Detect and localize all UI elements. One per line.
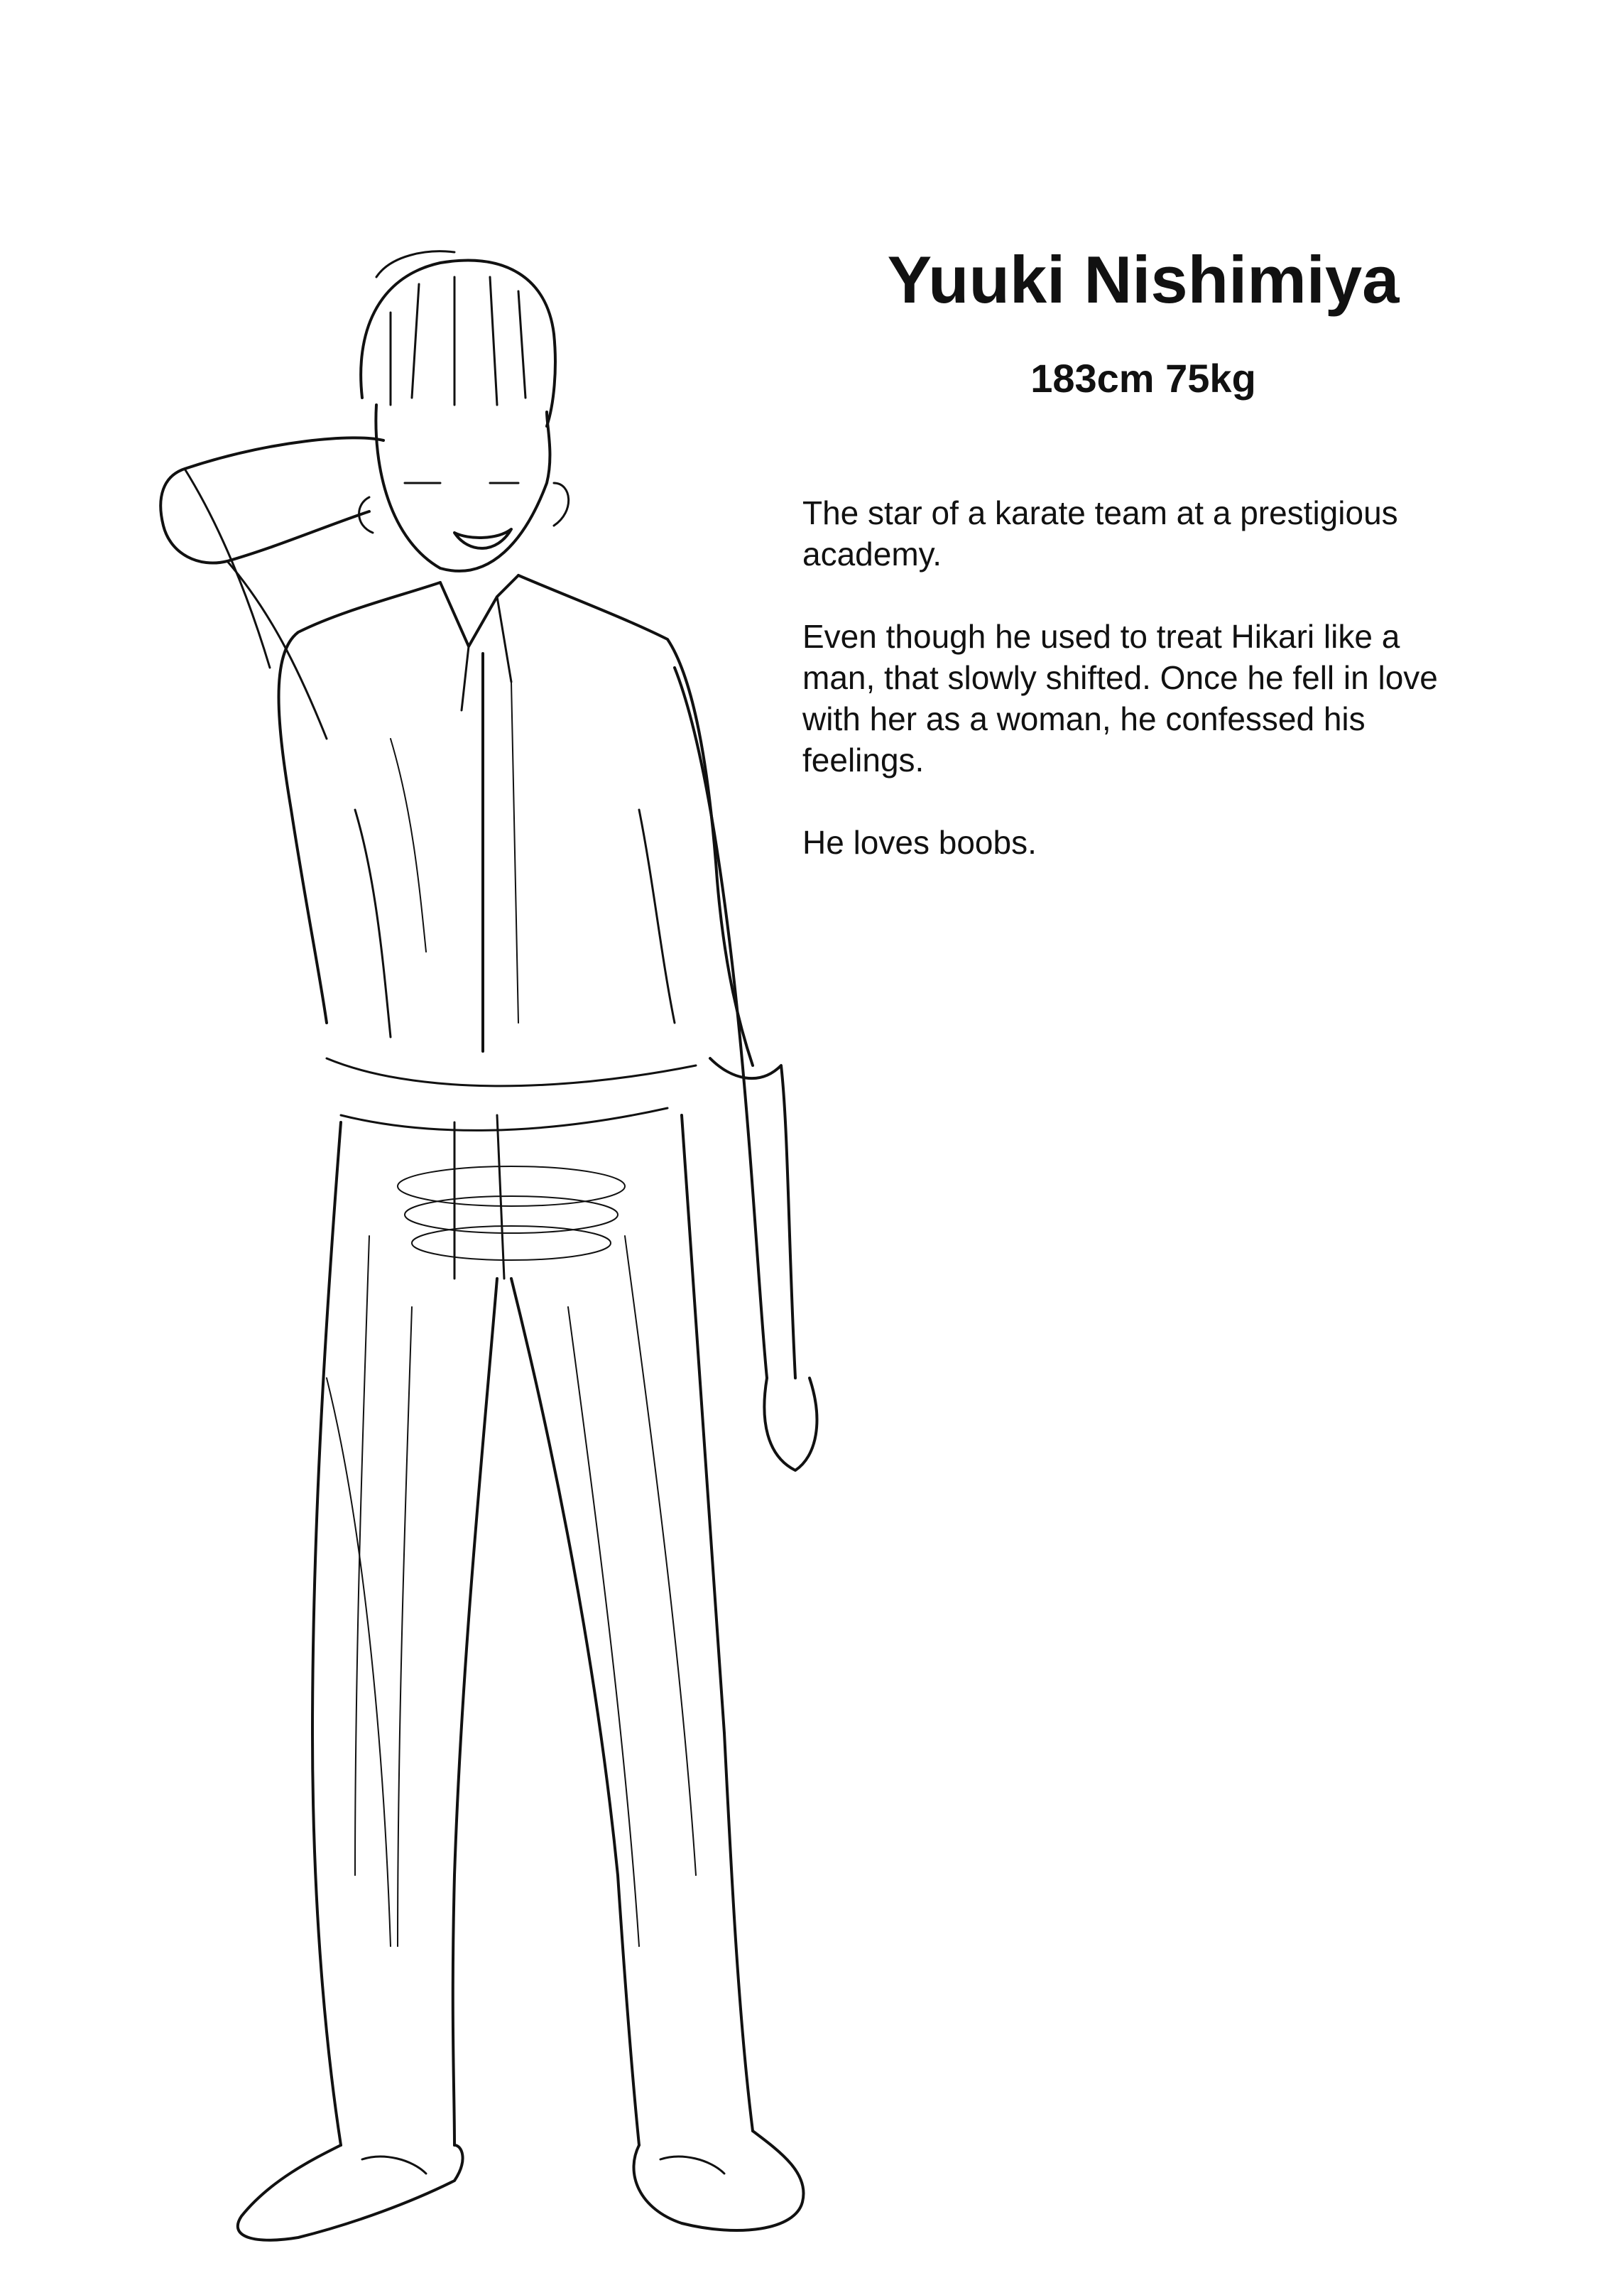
character-info — [802, 242, 1513, 904]
character-description — [802, 492, 1442, 863]
description-paragraph: He loves boobs. — [802, 824, 1037, 861]
character-sketch-drawing — [57, 170, 895, 2245]
description-paragraph: Even though he used to treat Hikari like a man, that slowly shifted. Once he fell in love with her as a woman, he confessed his feelings. — [802, 618, 1438, 779]
character-name: Yuuki Nishimiya — [887, 242, 1400, 317]
character-stats: 183cm 75kg — [1030, 356, 1256, 401]
description-paragraph: The star of a karate team at a prestigious academy. — [802, 494, 1398, 573]
character-sketch — [57, 170, 895, 2245]
